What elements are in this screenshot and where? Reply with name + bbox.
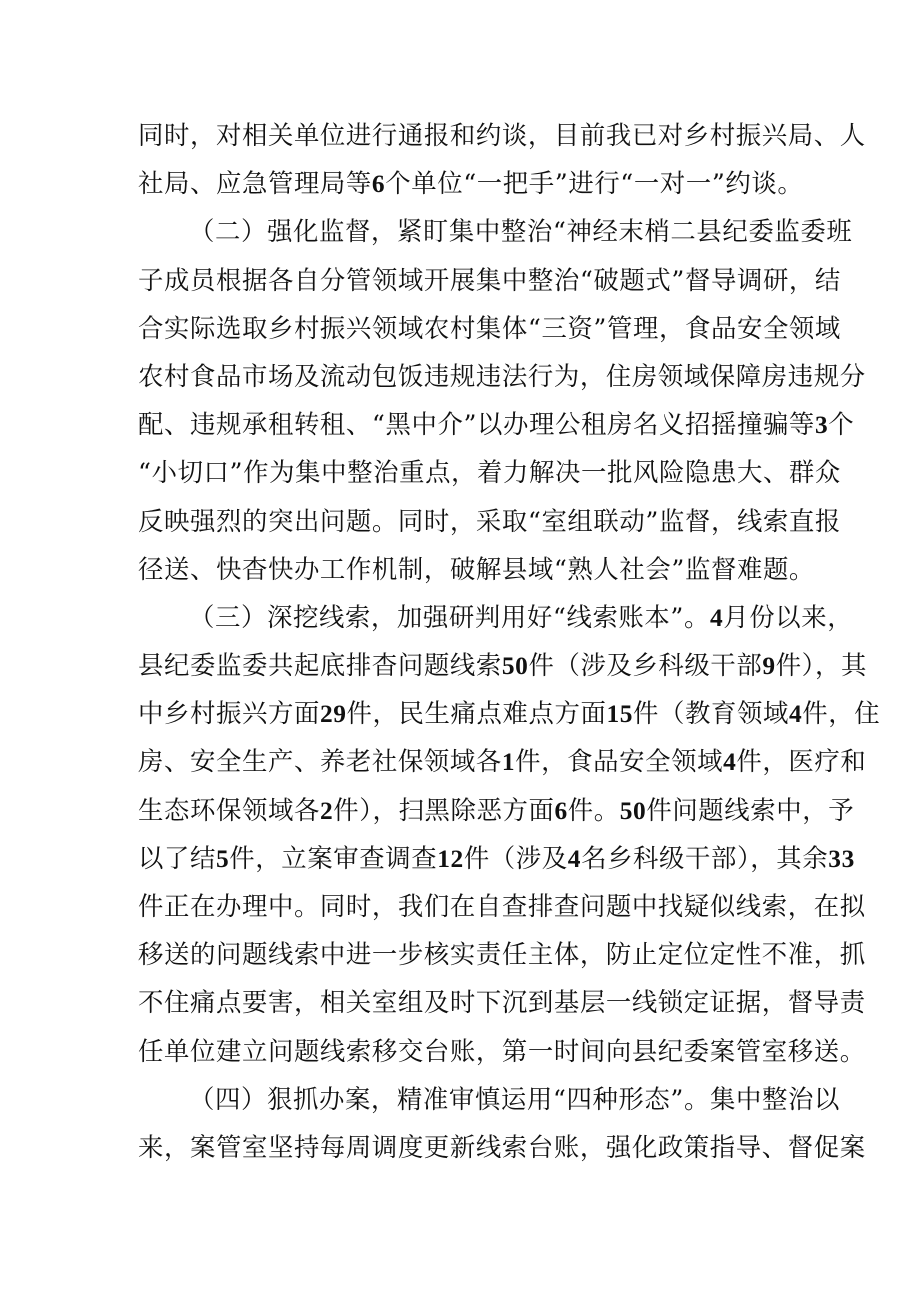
text-line <box>138 400 855 448</box>
text-run: 合实际选取乡村振兴领域农村集体“三资”管理，食品安全领域 <box>138 312 841 343</box>
text-run: 农村食品市场及流动包饭违规违法行为，住房领域保障房违规分 <box>138 360 866 391</box>
bold-number: 3 <box>814 411 829 440</box>
bold-number: 50 <box>619 796 647 825</box>
text-run: （二）强化监督，紧盯集中整治“神经末梢二县纪委监委班 <box>189 216 853 247</box>
text-run: 件（教育领域 <box>633 698 789 729</box>
bold-number: 5 <box>215 844 230 873</box>
text-run: 不住痛点要害，相关室组及时下沉到基层一线锁定证据，督导责 <box>138 987 866 1018</box>
text-run: 移送的问题线索中进一步核实责任主体，防止定位定性不准，抓 <box>138 939 866 970</box>
text-run: “小切口”作为集中整治重点，着力解决一批风险隐患大、群众 <box>138 457 841 488</box>
text-line <box>138 1123 866 1171</box>
text-run: 件，医疗和 <box>736 746 867 777</box>
text-line <box>138 256 841 304</box>
text-run: 房、安全生产、养老社保领域各 <box>138 746 502 777</box>
bold-number: 1 <box>501 748 516 777</box>
bold-number: 29 <box>319 700 347 729</box>
text-run: 个单位“一把手”进行“一对一”约谈。 <box>385 168 804 199</box>
text-run: 件（涉及乡科级干部 <box>528 650 763 681</box>
text-run: 件，食品安全领域 <box>515 746 724 777</box>
bold-number: 33 <box>828 844 855 873</box>
text-run: 名乡科级干部），其余 <box>581 842 829 873</box>
text-run: 件，民生痛点难点方面 <box>346 698 607 729</box>
text-run: 中乡村振兴方面 <box>138 698 320 729</box>
text-run: 同时，对相关单位进行通报和约谈，目前我已对乡村振兴局、人 <box>138 120 866 150</box>
text-run: 个 <box>828 409 855 440</box>
text-run: 社局、应急管理局等 <box>138 168 372 199</box>
bold-number: 9 <box>762 652 776 681</box>
text-run: 任单位建立问题线索移交台账，第一时间向县纪委案管室移送。 <box>138 1035 866 1066</box>
bold-number: 15 <box>606 700 634 729</box>
bold-number: 12 <box>437 844 464 873</box>
text-line <box>138 593 854 641</box>
text-run: 件），其 <box>775 650 867 681</box>
bold-number: 6 <box>554 796 568 825</box>
text-run: 生态环保领域各 <box>138 794 320 825</box>
text-run: 来，案管室坚持每周调度更新线索台账，强化政策指导、督促案 <box>138 1131 866 1162</box>
bold-number: 50 <box>501 652 529 681</box>
text-run: 月份以来， <box>723 601 854 632</box>
text-line <box>138 159 804 207</box>
text-line <box>138 448 841 496</box>
text-line <box>138 930 866 978</box>
bold-number: 2 <box>319 796 334 825</box>
text-run: 件，住 <box>802 698 881 729</box>
text-run: 件（涉及 <box>463 842 568 873</box>
text-run: 以了结 <box>138 842 216 873</box>
text-run: 件，立案审查调查 <box>229 842 438 873</box>
text-run: 反映强烈的突出问题。同时，采取“室组联动”监督，线索直报 <box>138 505 841 536</box>
text-line <box>138 689 881 737</box>
bold-number: 4 <box>709 603 724 632</box>
bold-number: 4 <box>788 700 803 729</box>
text-line <box>138 641 867 689</box>
text-line <box>138 737 867 785</box>
text-run: （四）狠抓办案，精准审慎运用“四种形态”。集中整治以 <box>189 1083 840 1114</box>
text-line <box>138 834 855 882</box>
text-run: 件问题线索中，予 <box>646 794 855 825</box>
text-run: 径送、快杳快办工作机制，破解县域“熟人社会”监督难题。 <box>138 553 815 584</box>
text-line <box>138 111 866 159</box>
text-run: 县纪委监委共起底排杳问题线索 <box>138 650 502 681</box>
document-body <box>138 111 881 1171</box>
bold-number: 6 <box>371 170 386 199</box>
text-line <box>138 978 866 1026</box>
text-run: 配、违规承租转租、“黑中介”以办理公租房名义招摇撞骗等 <box>138 409 815 440</box>
text-line <box>138 207 853 255</box>
text-line <box>138 352 866 400</box>
text-line <box>138 497 841 545</box>
text-line <box>138 545 815 593</box>
text-run: 件。 <box>567 794 620 825</box>
text-line <box>138 1075 840 1123</box>
text-run: 件正在办理中。同时，我们在自查排查问题中找疑似线索，在拟 <box>138 891 866 921</box>
text-line <box>138 304 841 352</box>
text-run: （三）深挖线索，加强研判用好“线索账本”。 <box>189 601 710 632</box>
text-line <box>138 882 866 930</box>
text-run: 件），扫黑除恶方面 <box>333 794 555 825</box>
text-run: 子成员根据各自分管领域开展集中整治“破题式”督导调研，结 <box>138 264 841 295</box>
bold-number: 4 <box>567 844 582 873</box>
text-line <box>138 786 855 834</box>
bold-number: 4 <box>723 748 737 777</box>
text-line <box>138 1027 866 1075</box>
